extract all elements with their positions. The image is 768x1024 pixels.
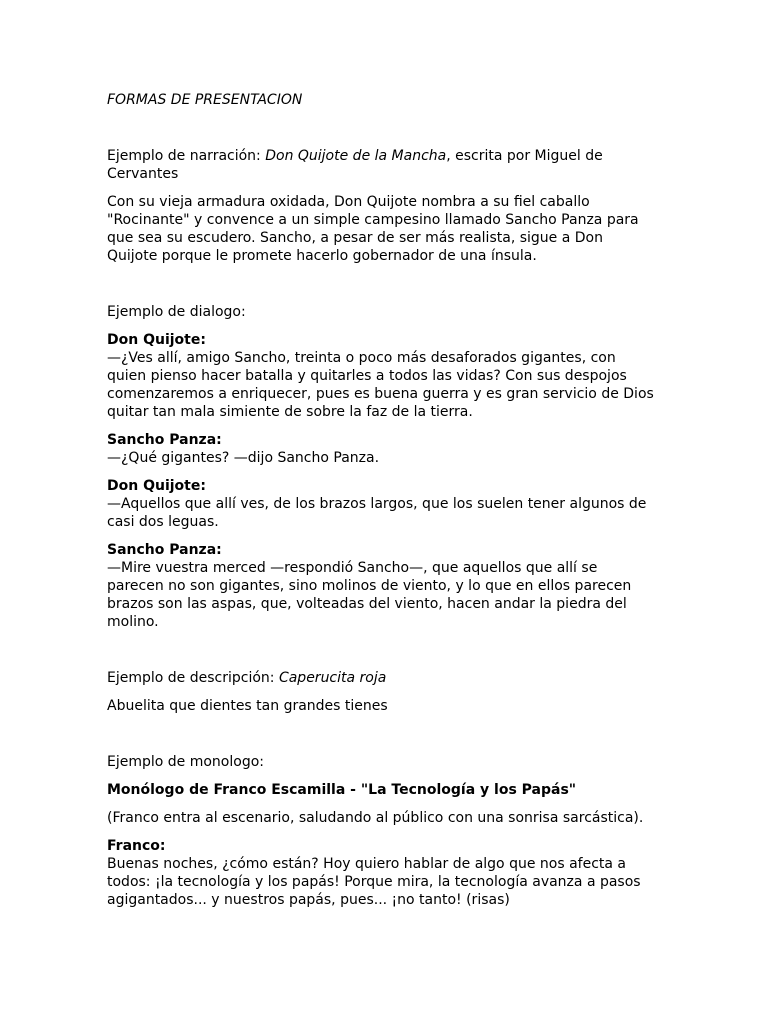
narration-text: Con su vieja armadura oxidada, Don Quijote nombra a su fiel caballo "Rocinante" y convence a un simple campesino llamado Sancho Panza para que sea su escudero. Sancho, a pesar de ser más realista, sigue a Don Quijote porque le promete hacerlo gobernador de una ínsula.: [107, 194, 639, 264]
description-work-title: Caperucita roja: [278, 670, 387, 686]
document-page: [107, 91, 655, 919]
dialogue-speaker: Sancho Panza:: [107, 542, 222, 558]
dialogue-line: —¿Qué gigantes? —dijo Sancho Panza.: [107, 450, 380, 466]
dialogue-line: —Aquellos que allí ves, de los brazos largos, que los suelen tener algunos de casi dos leguas.: [107, 496, 647, 530]
dialogue-turn: [107, 331, 655, 421]
dialogue-speaker: Don Quijote:: [107, 478, 206, 494]
narration-heading-suffix: , escrita por Miguel de Cervantes: [107, 148, 603, 182]
dialogue-turn: [107, 541, 655, 631]
description-text: Abuelita que dientes tan grandes tienes: [107, 698, 388, 714]
dialogue-line: —¿Ves allí, amigo Sancho, treinta o poco más desaforados gigantes, con quien pienso hacer batalla y quitarles a todos las vidas? Con sus despojos comenzaremos a enriquecer, pues es buena guerra y es gran servicio de Dios quitar tan mala simiente de sobre la faz de la tierra.: [107, 350, 654, 420]
dialogue-speaker: Sancho Panza:: [107, 432, 222, 448]
narration-work-title: Don Quijote de la Mancha: [265, 148, 447, 164]
dialogue-turn: [107, 431, 655, 467]
description-heading-prefix: Ejemplo de descripción:: [107, 670, 279, 686]
description-heading: [107, 669, 655, 687]
monologue-line: Buenas noches, ¿cómo están? Hoy quiero hablar de algo que nos afecta a todos: ¡la tecnología y los papás! Porque mira, la tecnología avanza a pasos agigantados... y nuestros papás, pues... ¡no tanto! (risas): [107, 856, 641, 908]
dialogue-line: —Mire vuestra merced —respondió Sancho—, que aquellos que allí se parecen no son gigantes, sino molinos de viento, y lo que en ellos parecen brazos son las aspas, que, volteadas del viento, hacen andar la piedra del molino.: [107, 560, 632, 630]
narration-heading-prefix: Ejemplo de narración:: [107, 148, 266, 164]
monologue-turn: [107, 837, 655, 909]
narration-heading: [107, 147, 655, 183]
monologue-subtitle: Monólogo de Franco Escamilla - "La Tecnología y los Papás": [107, 782, 577, 798]
monologue-speaker: Franco:: [107, 838, 166, 854]
monologue-heading: Ejemplo de monologo:: [107, 754, 264, 770]
dialogue-speaker: Don Quijote:: [107, 332, 206, 348]
dialogue-heading: Ejemplo de dialogo:: [107, 304, 246, 320]
dialogue-turn: [107, 477, 655, 531]
monologue-stage-direction: (Franco entra al escenario, saludando al público con una sonrisa sarcástica).: [107, 810, 644, 826]
document-title: FORMAS DE PRESENTACION: [107, 92, 303, 108]
